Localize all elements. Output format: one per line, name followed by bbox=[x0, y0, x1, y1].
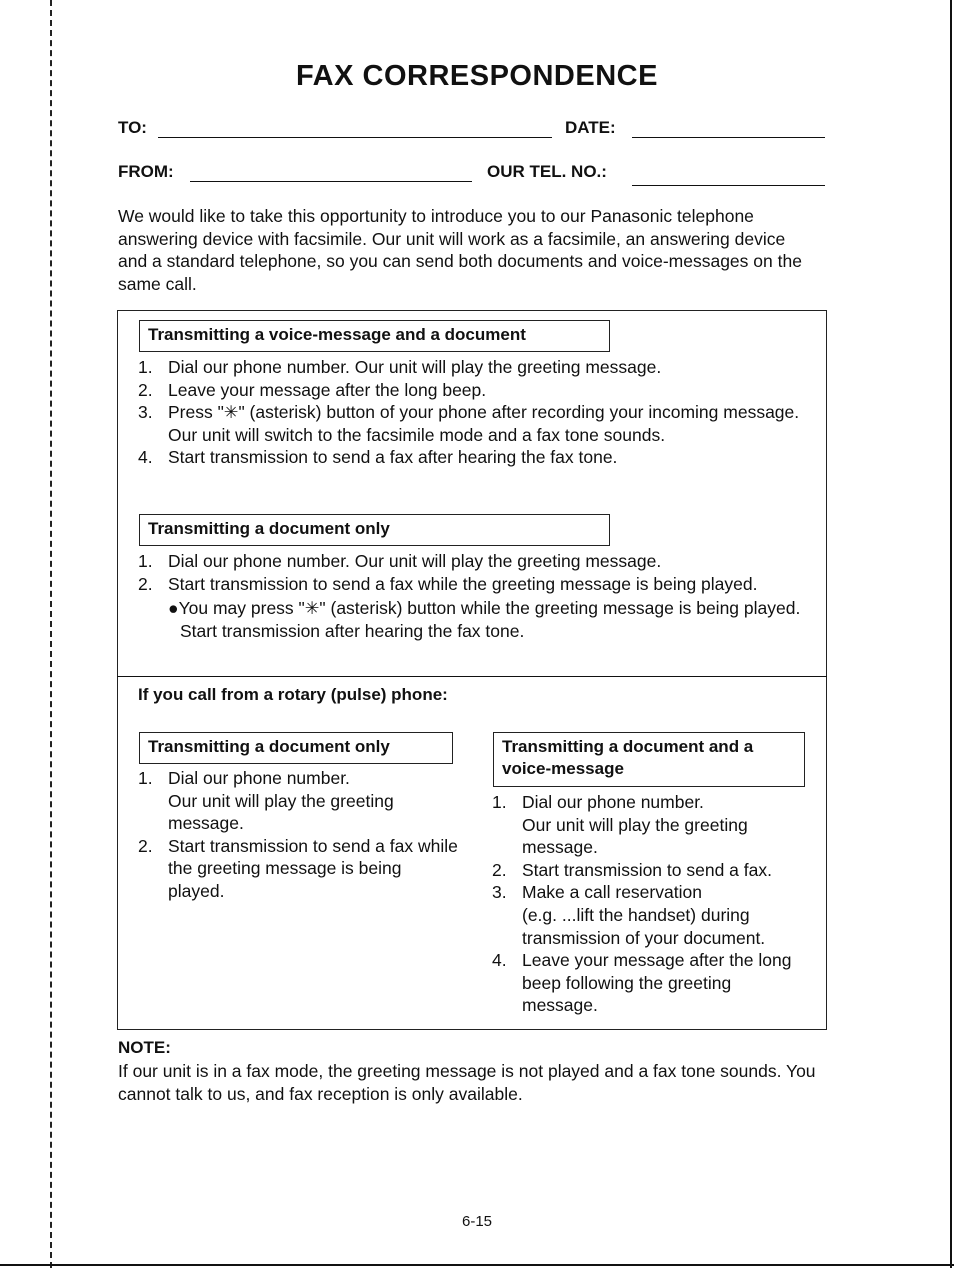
document-only-steps bbox=[138, 550, 808, 642]
rotary-section-title-document-only: Transmitting a document only bbox=[139, 732, 453, 764]
page-left-edge-marks bbox=[50, 0, 52, 1268]
page-bottom-edge bbox=[0, 1264, 954, 1266]
section-title-document-only: Transmitting a document only bbox=[139, 514, 610, 546]
tel-field-line[interactable] bbox=[632, 185, 825, 186]
note-label: NOTE: bbox=[118, 1038, 171, 1057]
page-number: 6-15 bbox=[461, 1213, 493, 1230]
list-item: 1. Dial our phone number. Our unit will play the greeting message. bbox=[138, 768, 394, 834]
list-item: 4. Leave your message after the long beep following the greeting message. bbox=[492, 950, 792, 1016]
rotary-section-title-document-and-voice: Transmitting a document and a voice-message bbox=[493, 732, 805, 787]
section-divider bbox=[117, 676, 827, 677]
voice-and-document-steps bbox=[138, 356, 808, 469]
from-label: FROM: bbox=[118, 162, 174, 181]
list-item: 3. Make a call reservation (e.g. ...lift the handset) during transmission of your document. bbox=[492, 882, 766, 948]
rotary-document-and-voice-steps bbox=[492, 791, 810, 1017]
tel-label: OUR TEL. NO.: bbox=[487, 162, 607, 181]
date-label: DATE: bbox=[565, 118, 616, 137]
to-label: TO: bbox=[118, 118, 147, 137]
from-field-line[interactable] bbox=[190, 181, 472, 182]
rotary-phone-heading: If you call from a rotary (pulse) phone: bbox=[138, 685, 448, 704]
intro-paragraph: We would like to take this opportunity to introduce you to our Panasonic telephone answering device with facsimile. Our unit will work as a facsimile, an answering device and a standard telephone, so you can send both documents and voice-messages on the same call. bbox=[118, 206, 802, 294]
list-item: 3. Press "✳" (asterisk) button of your phone after recording your incoming message. Our unit will switch to the facsimile mode and a fax tone sounds. bbox=[138, 402, 800, 445]
section-title-voice-and-document: Transmitting a voice-message and a document bbox=[139, 320, 610, 352]
rotary-document-only-steps bbox=[138, 767, 458, 903]
page-right-edge bbox=[950, 0, 952, 1268]
note-text: If our unit is in a fax mode, the greeting message is not played and a fax tone sounds. You cannot talk to us, and fax reception is only available. bbox=[118, 1061, 816, 1104]
to-field-line[interactable] bbox=[158, 137, 552, 138]
list-item: 1. Dial our phone number. Our unit will play the greeting message. bbox=[492, 792, 748, 858]
list-item: 4. Start transmission to send a fax after hearing the fax tone. bbox=[138, 447, 618, 468]
list-item: 1. Dial our phone number. Our unit will play the greeting message. bbox=[138, 357, 662, 377]
page-title: FAX CORRESPONDENCE bbox=[296, 60, 658, 92]
list-item: 2. Start transmission to send a fax while the greeting message is being played. bbox=[138, 835, 458, 901]
list-item: 2. Start transmission to send a fax while the greeting message is being played. ●You may press "✳" (asterisk) button while the greeting message is being played. Start transmission after hearing the fax tone. bbox=[138, 573, 801, 641]
date-field-line[interactable] bbox=[632, 137, 825, 138]
list-item: 2. Leave your message after the long beep. bbox=[138, 379, 487, 400]
list-item: 1. Dial our phone number. Our unit will play the greeting message. bbox=[138, 551, 662, 571]
list-item: 2. Start transmission to send a fax. bbox=[492, 859, 772, 880]
